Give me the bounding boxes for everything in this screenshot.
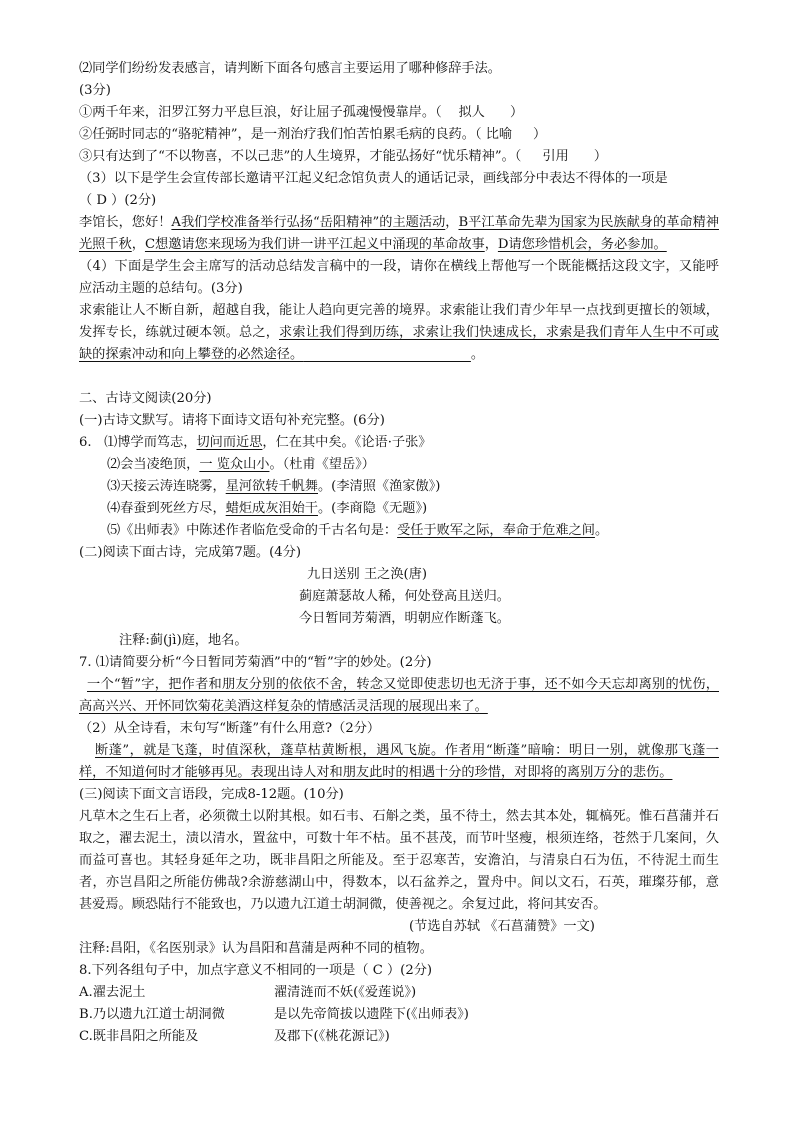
q6-line-1: 6. ⑴博学而笃志，切问而近思，仁在其中矣。《论语·子张》 [79,435,432,450]
q3-option-a: A我们学校准备举行弘扬“岳阳精神”的主题活动 [171,215,446,230]
exam-page [79,58,719,1048]
q3-option-b: B平江革命先辈为国家为民族献身的革命精神光照千秋 [79,215,719,252]
q8-option-c: C.既非昌阳之所能及 及郡下(《桃花源记》) [79,1029,390,1044]
q6-line-2: ⑵会当凌绝顶，一 览众山小。（杜甫《望岳》） [107,457,375,472]
q8-prompt: 8.下列各组句子中，加点字意义不相同的一项是（ C ）(2分) [79,963,433,978]
q3-answer: （ D ）(2分) [79,193,157,208]
q8-option-a: A.濯去泥土 濯清涟而不妖(《爱莲说》) [79,985,417,1000]
q2-sentence-1: ①两千年来，汨罗江努力平息巨浪，好让屈子孤魂慢慢靠岸。（ 拟人 ） [79,105,524,120]
q2-sentence-3: ③只有达到了“不以物喜，不以己悲”的人生境界，才能弘扬好“忧乐精神”。（ 引用 ） [79,149,608,164]
q2-score: (3分) [79,83,111,98]
q4-text: 求索能让人不断自新，超越自我，能让人趋向更完善的境界。求索能让我们青少年早一点找到更擅长的领域，发挥专长，练就过硬本领。总之，求索让我们得到历练，求索让我们快速成长，求索是我们青年人生中不可或缺的探索冲动和向上攀登的必然途径。 。 [79,303,719,362]
q7-2-prompt: （2）从全诗看，末句写“断蓬”有什么用意?（2分） [79,721,381,736]
q2-answer-2: 比喻 [485,127,513,142]
poem-note: 注释:蓟(jì)庭，地名。 [119,633,248,648]
q6-answer-2: 一 览众山小 [199,457,270,472]
q3-prompt: （3）以下是学生会宣传部长邀请平江起义纪念馆负责人的通话记录，画线部分中表达不得体的一项是 （ D ）(2分) [79,171,668,208]
q2-answer-3: 引用 [542,149,569,164]
q3-dialogue: 李馆长，您好！A我们学校准备举行弘扬“岳阳精神”的主题活动，B平江革命先辈为国家为民族献身的革命精神光照千秋，C想邀请您来现场为我们讲一讲平江起义中涌现的革命故事，D请您珍惜机会，务必参加。 [79,215,719,252]
q2-answer-1: 拟人 [458,105,485,120]
q4-answer: 求索让我们得到历练，求索让我们快速成长，求索是我们青年人生中不可或缺的探索冲动和向上攀登的必然途径。 [79,325,719,362]
q6-answer-3: 星河欲转千帆舞 [225,479,318,494]
q7-1-prompt: 7. ⑴请简要分析“今日暂同芳菊酒”中的“暂”字的妙处。(2分) [79,655,432,670]
q7-1-answer: 一个“暂”字，把作者和朋友分别的依依不舍，转念又觉即使悲切也无济于事，还不如今天忘却离别的忧伤，高高兴兴、开怀同饮菊花美酒这样复杂的情感活灵活现的展现出来了。 [79,677,719,714]
section-2-sub1: (一)古诗文默写。请将下面诗文语句补充完整。(6分) [79,413,385,428]
q7-2-answer: 断蓬”，就是飞蓬，时值深秋，蓬草枯黄断根，遇风飞旋。作者用“断蓬”暗喻：明日一别，就像那飞蓬一样，不知道何时才能够再见。表现出诗人对和朋友此时的相遇十分的珍惜，对即将的离别万分的悲伤。 [79,743,719,780]
q6-answer-5: 受任于败军之际，奉命于危难之间 [397,523,595,538]
section-2-sub2: (二)阅读下面古诗，完成第7题。(4分) [79,545,301,560]
section-2-title: 二、古诗文阅读(20分) [79,391,212,406]
section-2-sub3: (三)阅读下面文言语段，完成8-12题。(10分) [79,787,344,802]
passage-source: (节选自苏轼 《石菖蒲赞》一文) [409,919,595,934]
classical-passage: 凡草木之生石上者，必须微土以附其根。如石韦、石斛之类，虽不待土，然去其本处，辄槁死。惟石菖蒲并石取之，濯去泥土，渍以清水，置盆中，可数十年不枯。虽不甚茂，而节叶坚瘦，根须连络，苍然于几案间，久而益可喜也。其轻身延年之功，既非昌阳之所能及。至于忍寒苦，安澹泊，与清泉白石为伍，不待泥土而生者，亦岂昌阳之所能仿佛哉?余游慈湖山中，得数本，以石盆养之，置舟中。间以文石，石英，璀璨芬郁，意甚爱焉。顾恐陆行不能致也，乃以遗九江道士胡洞微，使善视之。余复过此，将问其安否。 [79,809,719,912]
q2-sentence-2: ②任弼时同志的“骆驼精神”，是一剂治疗我们怕苦怕累毛病的良药。（ 比喻 ） [79,127,547,142]
q8-option-b: B.乃以遗九江道士胡洞微 是以先帝简拔以遗陛下(《出师表》) [79,1007,469,1022]
q4-prompt: （4）下面是学生会主席写的活动总结发言稿中的一段，请你在横线上帮他写一个既能概括这段文字，又能呼应活动主题的总结句。(3分) [79,259,719,296]
q3-option-d: D请您珍惜机会，务必参加。 [497,237,667,252]
q6-answer-4: 蜡炬成灰泪始干 [225,501,318,516]
poem-line-2: 今日暂同芳菊酒，明朝应作断蓬飞。 [299,611,510,626]
q2-prompt: ⑵同学们纷纷发表感言，请判断下面各句感言主要运用了哪种修辞手法。 [79,61,501,76]
passage-note: 注释:昌阳，《名医别录》认为昌阳和菖蒲是两种不同的植物。 [79,941,433,956]
q3-option-c: C想邀请您来现场为我们讲一讲平江起义中涌现的革命故事 [144,237,485,252]
q6-line-3: ⑶天接云涛连晓雾，星河欲转千帆舞。(李清照《渔家傲》) [107,479,441,494]
q6-answer-1: 切问而近思 [196,435,263,450]
q6-line-4: ⑷春蚕到死丝方尽，蜡炬成灰泪始干。(李商隐《无题》) [107,501,428,516]
poem-line-1: 蓟庭萧瑟故人稀，何处登高且送归。 [299,589,510,604]
poem-title: 九日送别 王之涣(唐) [307,567,427,582]
q6-line-5: ⑸《出师表》中陈述作者临危受命的千古名句是：受任于败军之际，奉命于危难之间。 [107,523,609,538]
